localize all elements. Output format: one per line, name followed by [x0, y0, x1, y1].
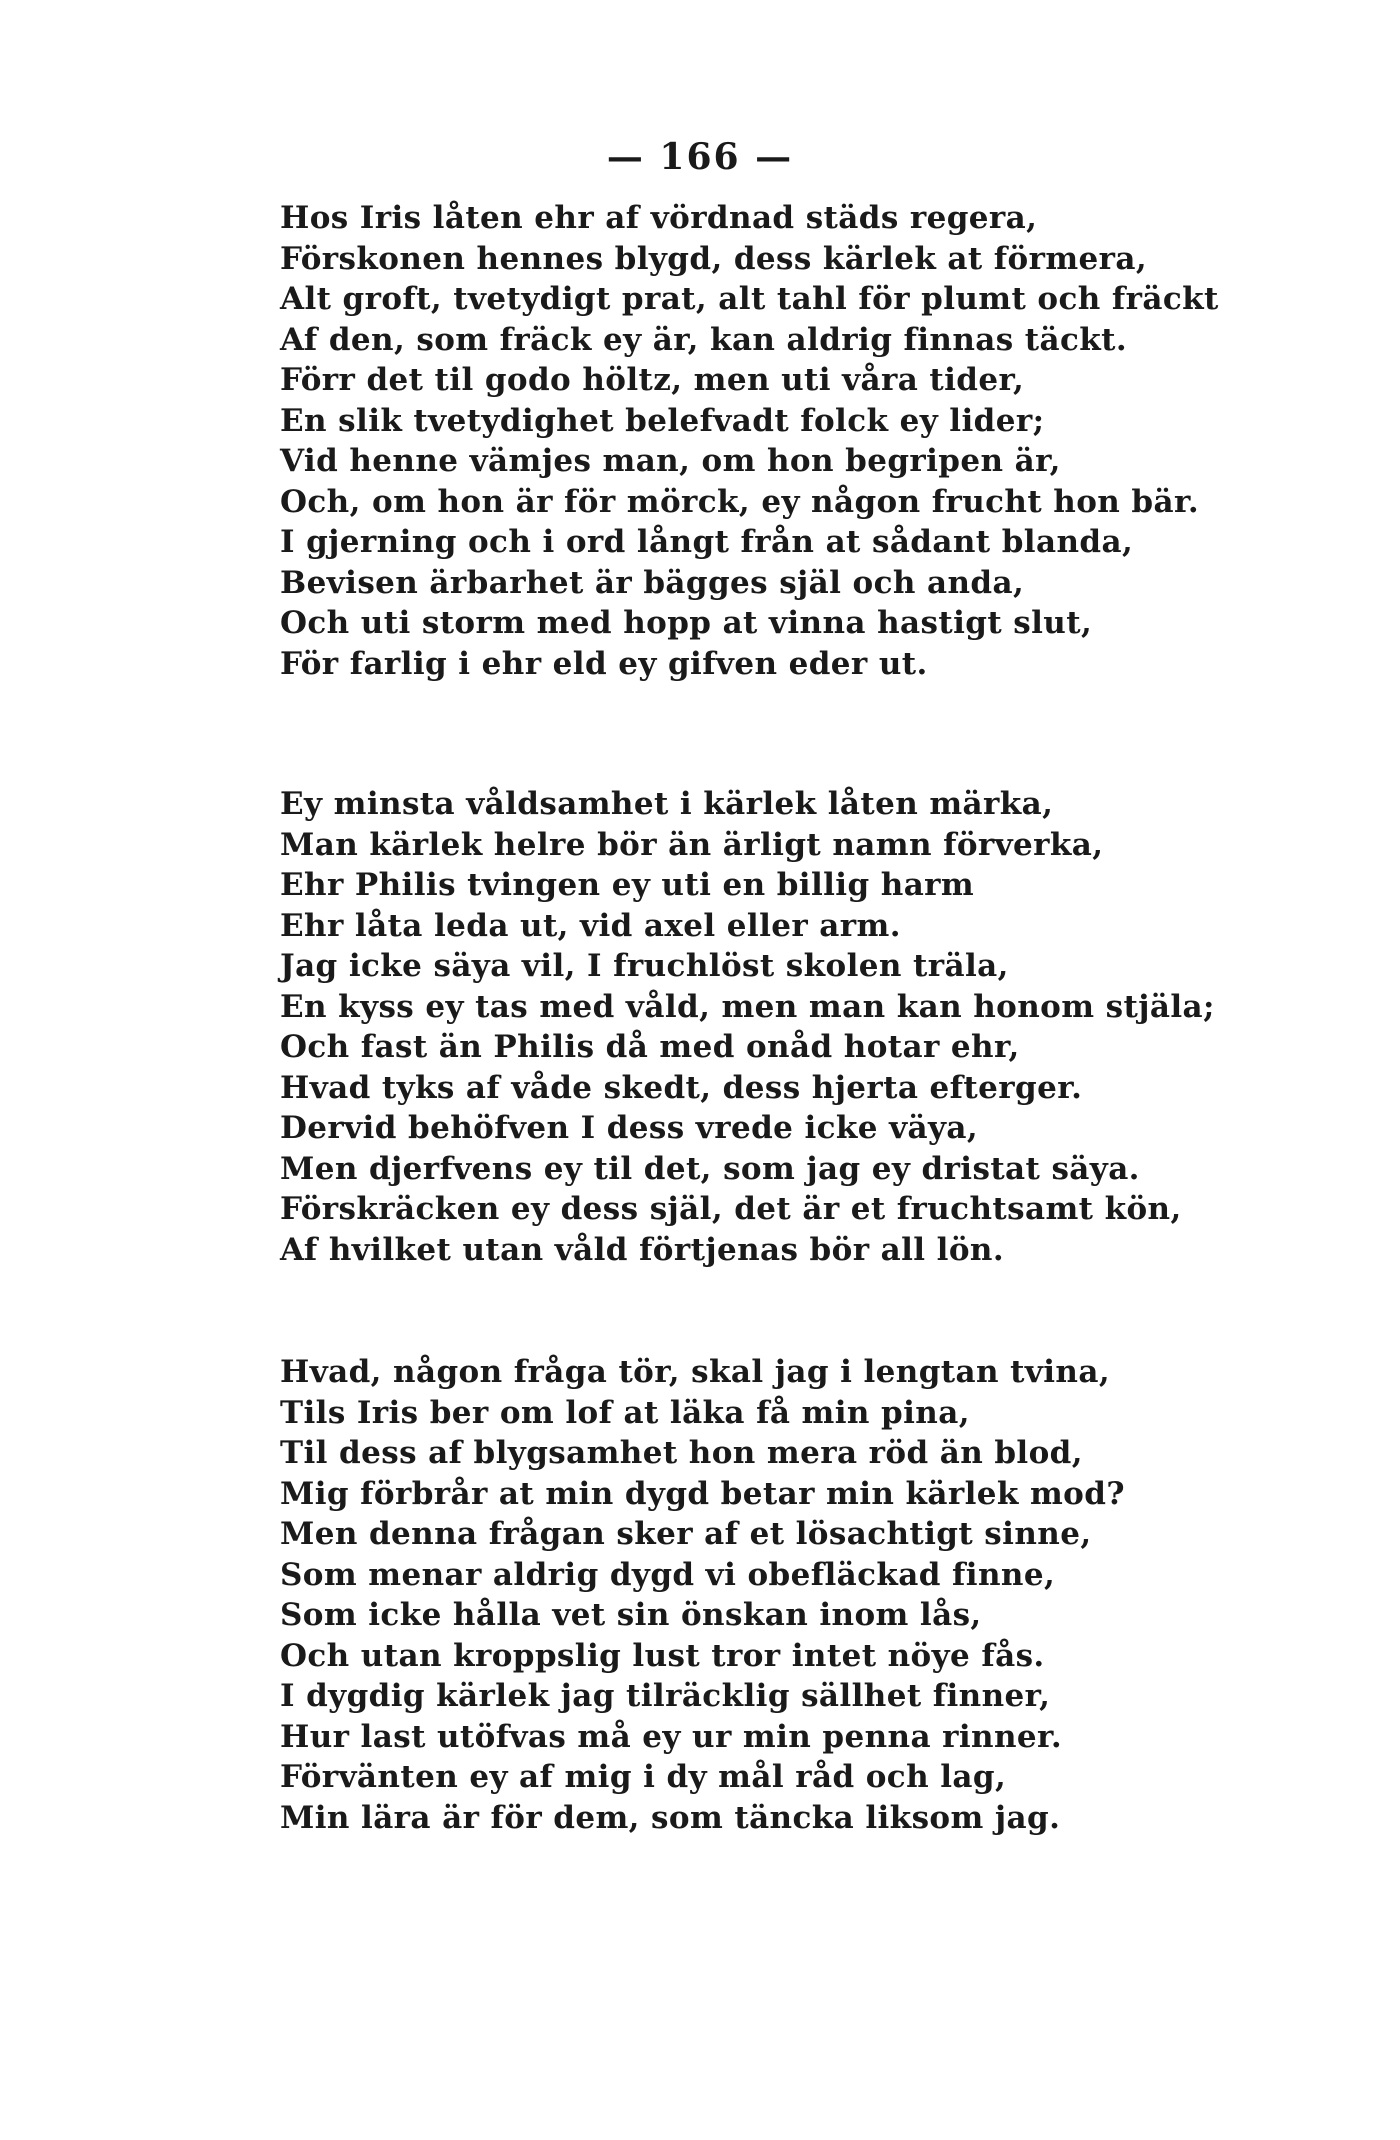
verse-line: Ehr Philis tvingen ey uti en billig harm — [280, 867, 975, 903]
stanza-3 — [280, 1352, 1280, 1838]
verse-line: Förr det til godo höltz, men uti våra tider, — [280, 362, 1025, 398]
verse-line: Hur last utöfvas må ey ur min penna rinner. — [280, 1718, 1063, 1755]
page-number: — 166 — — [606, 136, 794, 178]
verse-line: Tils Iris ber om lof at läka få min pina, — [280, 1394, 970, 1431]
verse-line: Och fast än Philis då med onåd hotar ehr, — [280, 1029, 1020, 1065]
verse-line: Mig förbrår at min dygd betar min kärlek mod? — [280, 1475, 1125, 1512]
verse-line: Förskonen hennes blygd, dess kärlek at förmera, — [280, 240, 1148, 277]
stanza-1 — [280, 198, 1280, 684]
verse-line: Ehr låta leda ut, vid axel eller arm. — [280, 907, 901, 944]
verse-line: I gjerning och i ord långt från at sådant blanda, — [280, 524, 1134, 560]
verse-line: En slik tvetydighet belefvadt folck ey lider; — [280, 402, 1045, 439]
verse-line: Och uti storm med hopp at vinna hastigt slut, — [280, 605, 1093, 641]
verse-line: Förvänten ey af mig i dy mål råd och lag, — [280, 1759, 1007, 1795]
verse-line: Och, om hon är för mörck, ey någon frucht hon bär. — [280, 483, 1200, 520]
verse-line: Hvad, någon fråga tör, skal jag i lengtan tvina, — [280, 1354, 1111, 1390]
verse-line: Som menar aldrig dygd vi obefläckad finne, — [280, 1556, 1056, 1593]
verse-line: Af hvilket utan våld förtjenas bör all lön. — [280, 1231, 1005, 1268]
verse-line: Men denna frågan sker af et lösachtigt sinne, — [280, 1516, 1092, 1552]
verse-line: Förskräcken ey dess själ, det är et fruchtsamt kön, — [280, 1191, 1182, 1227]
verse-line: Af den, som fräck ey är, kan aldrig finnas täckt. — [280, 321, 1128, 358]
verse-line: Hvad tyks af våde skedt, dess hjerta efterger. — [280, 1069, 1083, 1106]
verse-line: Min lära är för dem, som täncka liksom jag. — [280, 1799, 1061, 1836]
verse-line: Jag icke säya vil, I fruchlöst skolen träla, — [280, 948, 1009, 984]
verse-line: Hos Iris låten ehr af vördnad städs regera, — [280, 200, 1038, 236]
verse-line: Vid henne vämjes man, om hon begripen är, — [280, 443, 1061, 479]
verse-line: Och utan kroppslig lust tror intet nöye fås. — [280, 1637, 1045, 1674]
verse-line: En kyss ey tas med våld, men man kan honom stjäla; — [280, 988, 1215, 1025]
verse-line: I dygdig kärlek jag tilräcklig sällhet finner, — [280, 1678, 1051, 1714]
verse-line: För farlig i ehr eld ey gifven eder ut. — [280, 645, 928, 682]
verse-line: Dervid behöfven I dess vrede icke väya, — [280, 1110, 979, 1146]
verse-line: Bevisen ärbarhet är bägges själ och anda, — [280, 564, 1025, 601]
verse-line: Til dess af blygsamhet hon mera röd än blod, — [280, 1435, 1083, 1471]
verse-line: Men djerfvens ey til det, som jag ey dristat säya. — [280, 1150, 1140, 1187]
verse-line: Man kärlek helre bör än ärligt namn förverka, — [280, 826, 1104, 863]
stanza-2 — [280, 784, 1280, 1270]
verse-line: Ey minsta våldsamhet i kärlek låten märka, — [280, 786, 1054, 822]
verse-line: Som icke hålla vet sin önskan inom lås, — [280, 1597, 982, 1633]
verse-line: Alt groft, tvetydigt prat, alt tahl för plumt och fräckt — [280, 281, 1219, 317]
